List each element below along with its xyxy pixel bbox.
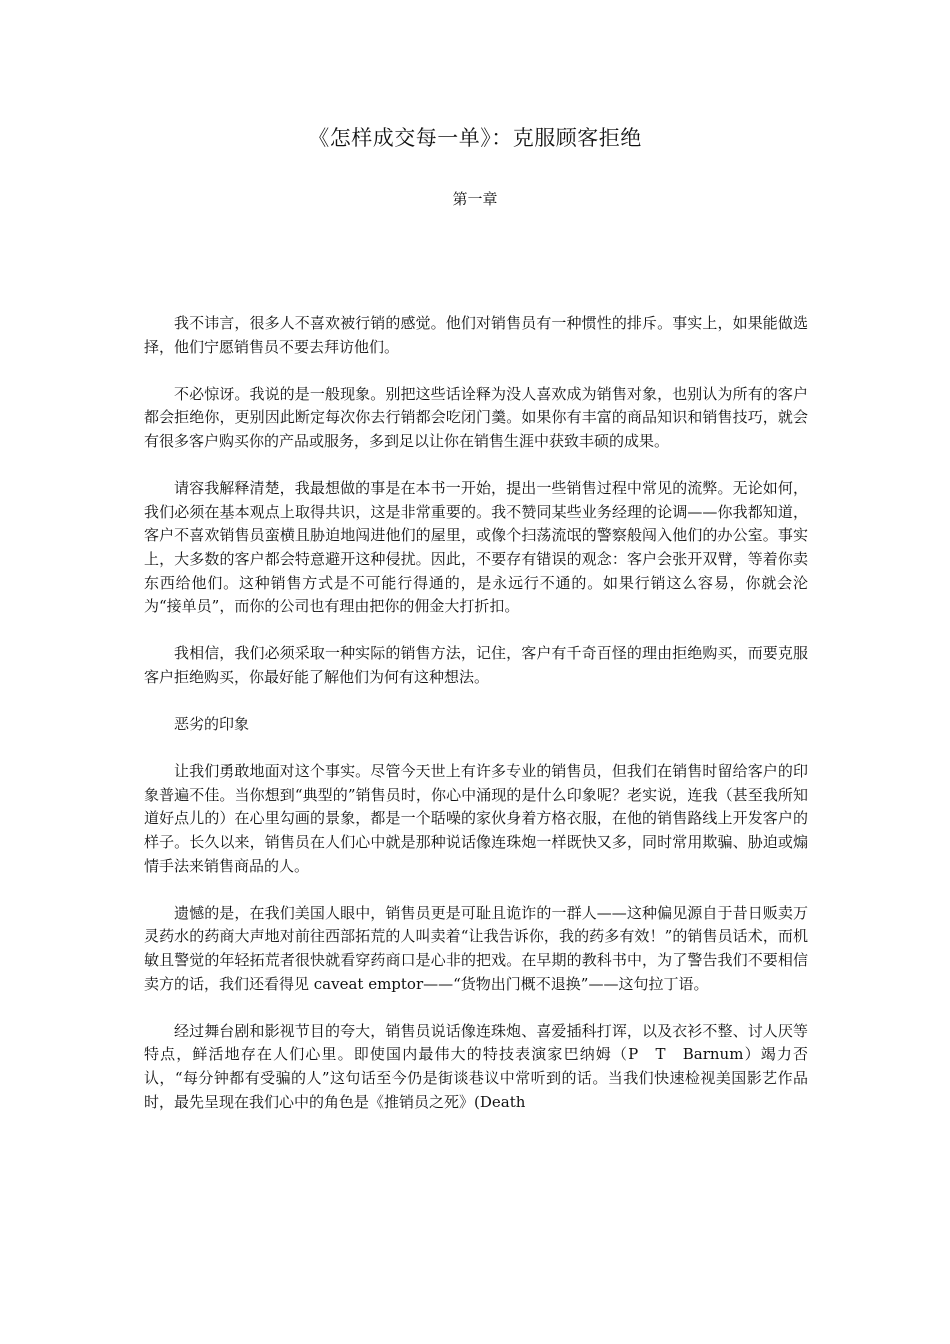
chapter-heading: 第一章 [452,190,498,208]
section-heading: 恶劣的印象 [174,715,250,734]
document-body [144,312,808,1114]
paragraph: 不必惊讶。我说的是一般现象。别把这些话诠释为没人喜欢成为销售对象，也别认为所有的客户都会拒绝你，更别因此断定每次你去行销都会吃闭门羹。如果你有丰富的商品知识和销售技巧，就会有很多客户购买你的产品或服务，多到足以让你在销售生涯中获致丰硕的成果。 [144,384,808,450]
paragraph: 我不讳言，很多人不喜欢被行销的感觉。他们对销售员有一种惯性的排斥。事实上，如果能做选择，他们宁愿销售员不要去拜访他们。 [144,314,808,356]
paragraph: 请容我解释清楚，我最想做的事是在本书一开始，提出一些销售过程中常见的流弊。无论如何，我们必须在基本观点上取得共识，这是非常重要的。我不赞同某些业务经理的论调——你我都知道，客户不喜欢销售员蛮横且胁迫地闯进他们的屋里，或像个扫荡流氓的警察般闯入他们的办公室。事实上，大多数的客户都会特意避开这种侵扰。因此，不要存有错误的观念：客户会张开双臂，等着你卖东西给他们。这种销售方式是不可能行得通的，是永远行不通的。如果行销这么容易，你就会沦为“接单员”，而你的公司也有理由把你的佣金大打折扣。 [144,479,808,616]
paragraph: 遗憾的是，在我们美国人眼中，销售员更是可耻且诡诈的一群人——这种偏见源自于昔日贩卖万灵药水的药商大声地对前往西部拓荒的人叫卖着“让我告诉你，我的药多有效！”的销售员话术，而机敏且警觉的年轻拓荒者很快就看穿药商口是心非的把戏。在早期的教科书中，为了警告我们不要相信卖方的话，我们还看得见 caveat emptor——“货物出门概不退换”——这句拉丁语。 [144,903,808,993]
paragraph: 我相信，我们必须采取一种实际的销售方法，记住，客户有千奇百怪的理由拒绝购买，而要克服客户拒绝购买，你最好能了解他们为何有这种想法。 [144,644,808,686]
paragraph: 经过舞台剧和影视节目的夸大，销售员说话像连珠炮、喜爱插科打诨，以及衣衫不整、讨人厌等特点，鲜活地存在人们心里。即使国内最伟大的特技表演家巴纳姆（P T Barnum）竭力否认，“每分钟都有受骗的人”这句话至今仍是街谈巷议中常听到的话。当我们快速检视美国影艺作品时，最先呈现在我们心中的角色是《推销员之死》(Death [144,1021,808,1111]
document-title: 《怎样成交每一单》：克服顾客拒绝 [308,126,642,150]
paragraph: 让我们勇敢地面对这个事实。尽管今天世上有许多专业的销售员，但我们在销售时留给客户的印象普遍不佳。当你想到“典型的”销售员时，你心中涌现的是什么印象呢？老实说，连我（甚至我所知道好点儿的）在心里勾画的景象，都是一个聒噪的家伙身着方格衣服，在他的销售路线上开发客户的样子。长久以来，销售员在人们心中就是那种说话像连珠炮一样既快又多，同时常用欺骗、胁迫或煽情手法来销售商品的人。 [144,762,808,875]
